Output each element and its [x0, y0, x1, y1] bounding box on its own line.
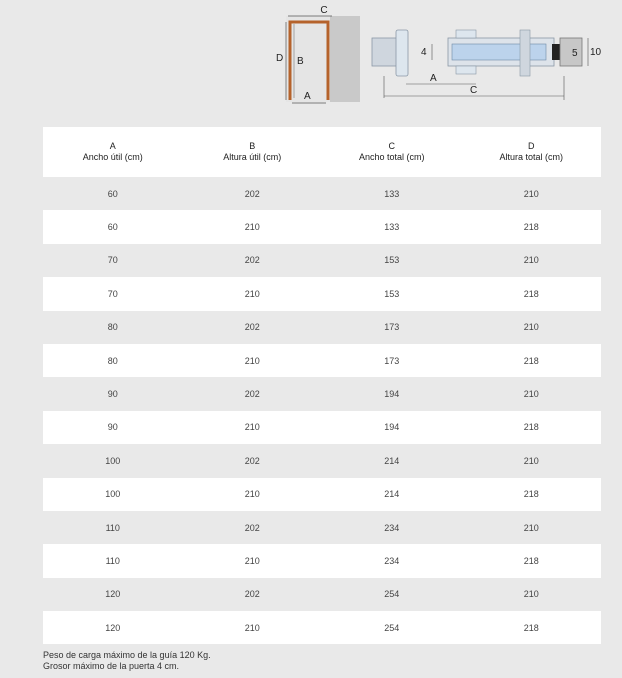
table-cell: 210	[462, 244, 602, 277]
table-cell: 110	[43, 544, 183, 577]
table-cell: 214	[322, 478, 462, 511]
table-row	[43, 578, 601, 611]
header-c: C Ancho total (cm)	[322, 127, 462, 177]
label-c: C	[470, 85, 478, 96]
table-cell: 202	[183, 244, 323, 277]
table-cell: 173	[322, 344, 462, 377]
door-panel	[452, 44, 546, 60]
table-row	[43, 377, 601, 410]
front-elevation-diagram	[276, 0, 366, 108]
table-cell: 60	[43, 210, 183, 243]
table-row	[43, 277, 601, 310]
table-cell: 218	[462, 210, 602, 243]
label-5: 5	[572, 48, 578, 59]
label-c: C	[320, 5, 328, 16]
table-cell: 254	[322, 578, 462, 611]
table-cell: 100	[43, 478, 183, 511]
table-cell: 80	[43, 344, 183, 377]
table-cell: 218	[462, 277, 602, 310]
table-cell: 234	[322, 511, 462, 544]
table-cell: 210	[183, 544, 323, 577]
table-cell: 70	[43, 277, 183, 310]
table-cell: 110	[43, 511, 183, 544]
table-cell: 210	[183, 344, 323, 377]
table-header-row	[43, 127, 601, 177]
label-d: D	[276, 53, 284, 64]
table-cell: 70	[43, 244, 183, 277]
table-row	[43, 611, 601, 644]
table-cell: 153	[322, 244, 462, 277]
table-cell: 120	[43, 611, 183, 644]
table-cell: 210	[462, 311, 602, 344]
table-cell: 218	[462, 478, 602, 511]
table-cell: 60	[43, 177, 183, 210]
table-cell: 202	[183, 377, 323, 410]
table-cell: 210	[183, 277, 323, 310]
table-row	[43, 311, 601, 344]
table-cell: 90	[43, 411, 183, 444]
header-b: B Altura útil (cm)	[183, 127, 323, 177]
table-cell: 133	[322, 210, 462, 243]
table-cell: 210	[462, 578, 602, 611]
table-row	[43, 344, 601, 377]
table-cell: 254	[322, 611, 462, 644]
table-cell: 210	[183, 478, 323, 511]
table-cell: 173	[322, 311, 462, 344]
table-cell: 202	[183, 578, 323, 611]
table-cell: 218	[462, 411, 602, 444]
table-cell: 153	[322, 277, 462, 310]
table-row	[43, 544, 601, 577]
table-cell: 210	[183, 210, 323, 243]
label-10: 10	[590, 47, 602, 58]
table-cell: 218	[462, 544, 602, 577]
table-cell: 234	[322, 544, 462, 577]
table-cell: 202	[183, 444, 323, 477]
table-cell: 194	[322, 411, 462, 444]
table-row	[43, 478, 601, 511]
table-row	[43, 511, 601, 544]
label-a: A	[430, 73, 437, 84]
note-max-thickness: Grosor máximo de la puerta 4 cm.	[43, 661, 180, 671]
table-cell: 218	[462, 344, 602, 377]
table-row	[43, 444, 601, 477]
table-cell: 90	[43, 377, 183, 410]
table-cell: 194	[322, 377, 462, 410]
table-row	[43, 411, 601, 444]
table-row	[43, 177, 601, 210]
table-cell: 210	[462, 377, 602, 410]
table-cell: 202	[183, 511, 323, 544]
label-b: B	[297, 56, 304, 67]
wall-section	[330, 16, 360, 102]
header-d: D Altura total (cm)	[462, 127, 602, 177]
table-cell: 202	[183, 311, 323, 344]
note-max-load: Peso de carga máximo de la guía 120 Kg.	[43, 650, 211, 660]
label-4: 4	[421, 47, 427, 58]
dimensions-table	[43, 127, 601, 644]
header-a: A Ancho útil (cm)	[43, 127, 183, 177]
notes	[43, 650, 211, 672]
label-a: A	[304, 91, 311, 102]
table-row	[43, 244, 601, 277]
table-cell: 214	[322, 444, 462, 477]
table-cell: 210	[183, 411, 323, 444]
table-cell: 120	[43, 578, 183, 611]
table-row	[43, 210, 601, 243]
table-cell: 80	[43, 311, 183, 344]
table-cell: 210	[462, 444, 602, 477]
table-cell: 218	[462, 611, 602, 644]
table-cell: 100	[43, 444, 183, 477]
table-cell: 210	[462, 511, 602, 544]
table-cell: 210	[183, 611, 323, 644]
plan-view-diagram	[366, 20, 602, 104]
table-cell: 202	[183, 177, 323, 210]
right-wall	[560, 38, 582, 66]
table-cell: 210	[462, 177, 602, 210]
table-cell: 133	[322, 177, 462, 210]
